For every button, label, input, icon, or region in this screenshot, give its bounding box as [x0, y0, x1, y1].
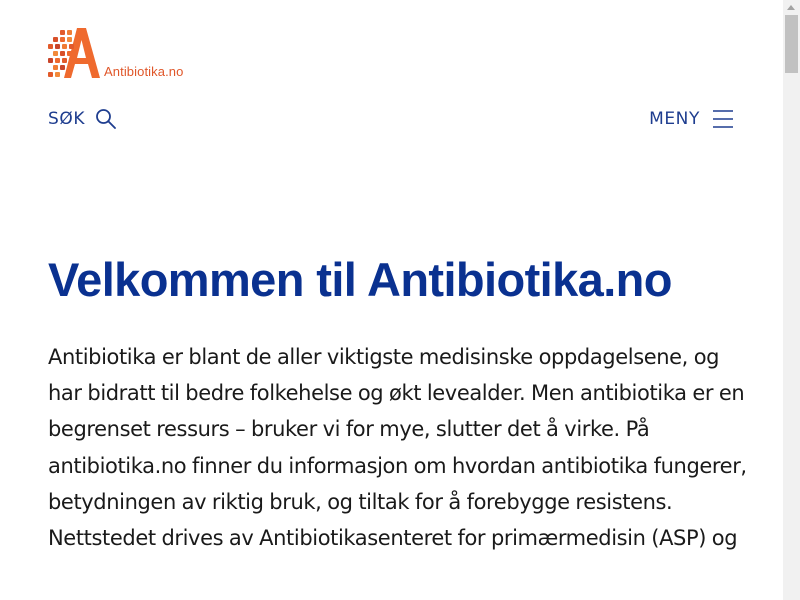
search-icon — [95, 108, 117, 130]
scrollbar-thumb[interactable] — [785, 15, 798, 73]
hamburger-menu-icon — [712, 109, 734, 129]
logo-text: Antibiotika.no — [104, 64, 184, 79]
menu-button[interactable] — [649, 107, 734, 131]
search-button[interactable] — [48, 107, 117, 131]
letter-a-pixel-icon — [48, 26, 102, 80]
search-label: SØK — [48, 109, 86, 129]
top-navigation — [48, 107, 734, 133]
vertical-scrollbar[interactable] — [783, 0, 800, 600]
menu-label: MENY — [649, 109, 700, 129]
scroll-up-arrow-icon[interactable] — [787, 5, 795, 10]
site-logo[interactable] — [48, 26, 183, 80]
intro-paragraph: Antibiotika er blant de aller viktigste medisinske oppdagelsene, og har bidratt til bedre folkehelse og økt levealder. Men antibiotika er en begrenset ressurs – bruker vi for mye, slutter det å virke. På antibiotika.no finner du informasjon om hvordan antibiotika fungerer, betydningen av riktig bruk, og tiltak for å forebygge resistens. Nettstedet drives av Antibiotikasenteret for primærmedisin (ASP) og — [48, 345, 747, 551]
page-title: Velkommen til Antibiotika.no — [48, 253, 672, 306]
